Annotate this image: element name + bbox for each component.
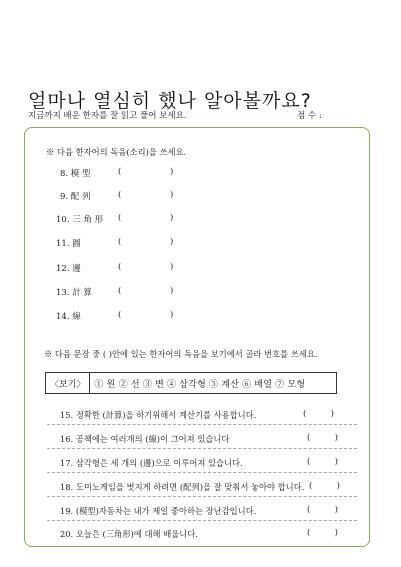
question-16-text: 16. 공책에는 여러개의 (線)이 그어져 있습니다 [60, 434, 230, 444]
section2-instruction: ※ 다음 문장 중 ( )안에 있는 한자어의 독음을 보기에서 골라 번호를 쓰세요. [44, 349, 318, 359]
score-label: 점 수 : [297, 111, 322, 121]
row-divider [47, 496, 357, 497]
question-16-answer[interactable]: ( ) [307, 433, 338, 443]
question-17-answer[interactable]: ( ) [307, 457, 338, 467]
question-11-answer[interactable]: ( ) [118, 237, 174, 247]
question-18-text: 18. 도미노게임을 벗지게 하려면 (配列)을 잘 맞춰서 놓아야 합니다. [60, 482, 305, 492]
question-18-answer[interactable]: ( ) [309, 481, 340, 491]
question-10-label: 10. 三 角 形 [56, 215, 104, 225]
question-8-answer[interactable]: ( ) [118, 167, 174, 177]
question-9-answer[interactable]: ( ) [118, 190, 174, 200]
question-13-answer[interactable]: ( ) [118, 286, 174, 296]
question-20-text: 20. 오늘은 (三角形)에 대해 배웁니다. [60, 529, 198, 539]
question-15-answer[interactable]: ( ) [303, 409, 334, 419]
question-17-text: 17. 삼각형은 세 개의 (邊)으로 이루어져 있습니다. [60, 458, 243, 468]
question-14-label: 14. 線 [56, 312, 81, 322]
page-subtitle: 지금까지 배운 한자를 잘 읽고 풀어 보세요. [28, 111, 187, 121]
row-divider [47, 472, 357, 473]
question-13-label: 13. 計 算 [56, 288, 92, 298]
question-14-answer[interactable]: ( ) [118, 310, 174, 320]
question-12-label: 12. 邊 [56, 264, 81, 274]
choices-box [45, 372, 337, 394]
choices-box-label: 〈보기〉 [46, 373, 90, 393]
question-20-answer[interactable]: ( ) [307, 528, 338, 538]
page-title: 얼마나 열심히 했나 알아볼까요? [28, 90, 312, 112]
row-divider [47, 520, 357, 521]
question-19-answer[interactable]: ( ) [307, 505, 338, 515]
question-8-label: 8. 模 型 [60, 169, 91, 179]
question-11-label: 11. 圓 [56, 239, 81, 249]
question-15-text: 15. 정확한 (計算)을 하기위해서 계산기를 사용합니다. [60, 410, 257, 420]
section1-instruction: ※ 다음 한자어의 독음(소리)을 쓰세요. [46, 147, 187, 157]
row-divider [47, 448, 357, 449]
question-10-answer[interactable]: ( ) [118, 213, 174, 223]
question-19-text: 19. (模型)자동차는 내가 제일 좋아하는 장난감입니다. [60, 506, 257, 516]
choices-box-options: ① 원 ② 선 ③ 변 ④ 삼각형 ⑤ 계산 ⑥ 배열 ⑦ 모형 [94, 379, 306, 390]
question-9-label: 9. 配 列 [60, 192, 91, 202]
row-divider [47, 424, 357, 425]
question-12-answer[interactable]: ( ) [118, 262, 174, 272]
